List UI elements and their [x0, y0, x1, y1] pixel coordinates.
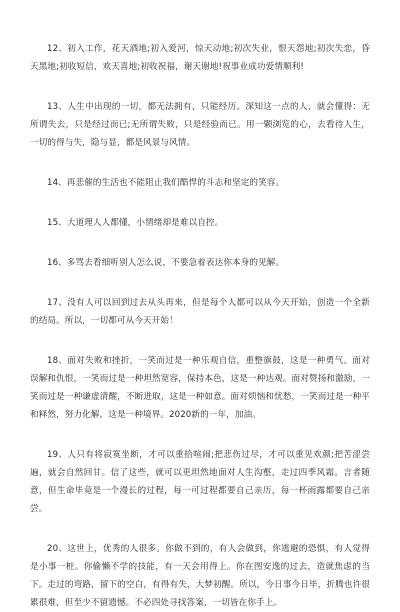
paragraph-19: 19、人只有将寂寞坐断，才可以重拾喧闹;把悲伤过尽，才可以重见欢颜;把苦涩尝遍，就会自然回甘。信了这些，就可以更坦然地面对人生沟壑，走过四季风霜。言者随意，但生命毕竟是一个漫长的过程，每一可过程都要自己亲历，每一杯雨露都要自己亲尝。 — [30, 450, 370, 514]
paragraph-20: 20、这世上，优秀的人很多。你做不到的，有人会做到，你逃避的恐惧，有人觉得是小事一桩。你偷懒不学的技能，有一天会用得上。你在图安逸的过去，造就焦虑的当下。走过的弯路，留下的空白，有得有失，大梦初醒。所以，今日事今日毕，折腾也许很累很难，但至少不留遗憾。不必四处寻找答案，一切皆在你手上。 — [30, 544, 370, 608]
paragraph-18: 18、面对失败和挫折，一笑而过是一种乐观自信，重整旗鼓，这是一种勇气。面对误解和仇恨，一笑而过是一种坦然宽容，保持本色，这是一种达观。面对赞扬和激励，一笑而过是一种谦虚清醒，不断进取，这是一种如意。面对烦恼和忧愁，一笑而过是一种平和释然，努力化解，这是一种境界。2020新的一年，加油。 — [30, 356, 370, 420]
paragraph-14: 14、再悲催的生活也不能阻止我们酷悍的斗志和坚定的笑容。 — [47, 178, 285, 188]
paragraph-12: 12、初入工作，花天酒地;初入爱河，惊天动地;初次失业，恨天怨地;初次失恋，昏天黑地;初收短信，欢天喜地;初收祝福，谢天谢地!祝事业成功爱情顺利! — [30, 44, 370, 72]
paragraph-17: 17、没有人可以回到过去从头再来，但是每个人都可以从今天开始，创造一个全新的结局。所以，一切都可从今天开始！ — [30, 298, 370, 326]
paragraph-13: 13、人生中出现的一切，都无法拥有，只能经历。深知这一点的人，就会懂得：无所谓失去，只是经过而已;无所谓失败，只是经验而已。用一颗浏览的心，去看待人生，一切的得与失，隐与显，都是风景与风情。 — [30, 102, 370, 148]
paragraph-15: 15、大道理人人都懂，小情绪却是难以自控。 — [47, 218, 224, 228]
paragraph-16: 16、多骂去看细听别人怎么说，不要急着表达你本身的见解。 — [47, 258, 285, 268]
